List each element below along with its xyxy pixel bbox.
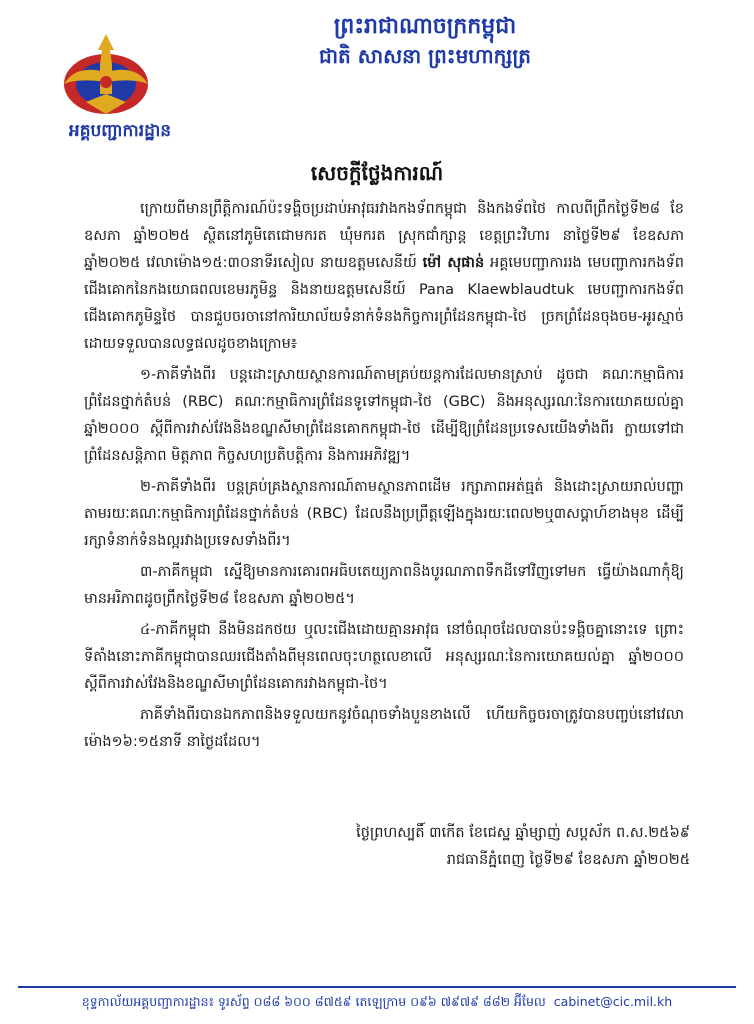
statement-body [84, 196, 684, 760]
footer-email-link[interactable]: cabinet@cic.mil.kh [553, 994, 673, 1009]
conclusion-paragraph: ភាគីទាំងពីរបានឯកភាពនិងទទួលយកនូវចំណុចទាំងបួនខាងលើ ហើយកិច្ចចរចាត្រូវបានបញ្ចប់នៅវេលាម៉ោង១៦:១៥នាទី នាថ្ងៃដដែល។ [84, 707, 684, 750]
point-1-paragraph: ១-ភាគីទាំងពីរ បន្តដោះស្រាយស្ថានការណ៍តាមគ្រប់យន្តការដែលមានស្រាប់ ដូចជា គណៈកម្មាធិការព្រំដែនថ្នាក់តំបន់ (RBC) គណៈកម្មាធិការព្រំដែនទូទៅកម្ពុជា-ថៃ (GBC) និងអនុស្សរណៈនៃការយោគយល់គ្នា ឆ្នាំ២០០០ ស្តីពីការវាស់វែងនិងខណ្ឌសីមាព្រំដែនគោកកម្ពុជា-ថៃ ដើម្បីឱ្យព្រំដែនប្រទេសយើងទាំងពីរ ក្លាយទៅជាព្រំដែនសន្តិភាព មិត្តភាព កិច្ចសហប្រតិបត្តិការ និងការអភិវឌ្ឍ។ [84, 367, 684, 464]
lunar-date: ថ្ងៃព្រហស្បតិ៍ ៣កើត ខែជេស្ឋ ឆ្នាំម្សាញ់ សប្តស័ក ព.ស.២៥៦៩ [356, 825, 690, 841]
army-emblem-icon [56, 28, 156, 120]
document-title: សេចក្តីថ្លែងការណ៍ [310, 161, 444, 185]
footer-contact [18, 994, 736, 1013]
kingdom-header [210, 12, 640, 70]
footer-divider [18, 986, 736, 988]
intro-paragraph [84, 196, 684, 358]
point-2-paragraph: ២-ភាគីទាំងពីរ បន្តគ្រប់គ្រងស្ថានការណ៍តាមស្ថានភាពដើម រក្សាភាពអត់ធ្មត់ និងដោះស្រាយរាល់បញ្ហាតាមរយៈគណៈកម្មាធិការព្រំដែនថ្នាក់តំបន់ (RBC) ដែលនឹងប្រព្រឹត្តឡើងក្នុងរយៈពេល២ឬ៣សប្តាហ៍ខាងមុខ ដើម្បីរក្សាទំនាក់ទំនងល្អរវាងប្រទេសទាំងពីរ។ [84, 479, 684, 549]
intro-text-before: ក្រោយពីមានព្រឹត្តិការណ៍ប៉ះទង្គិចប្រដាប់អាវុធរវាងកងទ័ពកម្ពុជា និងកងទ័ពថៃ កាលពីព្រឹកថ្ងៃទី២៨ ខែឧសភា ឆ្នាំ២០២៥ ស្ថិតនៅភូមិតេជោមករត ឃុំមករត ស្រុកជាំក្សាន្ត ខេត្តព្រះវិហារ នាថ្ងៃទី២៩ ខែឧសភា ឆ្នាំ២០២៥ វេលាម៉ោង១៥:៣០នាទីរសៀល នាយឧត្តមសេនីយ៍ [84, 201, 684, 271]
footer-contact-text: ខុទ្ទកាល័យអគ្គបញ្ជាការដ្ឋាន៖ ទូរស័ព្ទ ០៨៨ ៦០០ ៨៧៥៩ តេឡេក្រាម ០៩៦ ៧៩៧៩ ៨៨២ អ៊ីមែល [81, 994, 546, 1009]
kingdom-line: ព្រះរាជាណាចក្រកម្ពុជា [333, 14, 517, 39]
intro-text-after: អគ្គមេបញ្ជាការរង មេបញ្ជាការកងទ័ពជើងគោកនៃកងយោធពលខេមរភូមិន្ទ និងនាយឧត្តមសេនីយ៍ Pana Klaewblaudtuk មេបញ្ជាការកងទ័ពជើងគោកភូមិន្ទថៃ បានជួបចរចានៅការិយាល័យទំនាក់ទំនងកិច្ចការព្រំដែនកម្ពុជា-ថៃ ច្រកព្រំដែនចុងចម-អូរស្មាច់ ដោយទទួលបានលទ្ធផលដូចខាងក្រោម៖ [84, 255, 684, 352]
general-name: ម៉ៅ សុផាន់ [422, 255, 485, 271]
solar-date: រាជធានីភ្នំពេញ ថ្ងៃទី២៩ ខែឧសភា ឆ្នាំ២០២៥ [446, 852, 690, 868]
point-4-paragraph: ៤-ភាគីកម្ពុជា នឹងមិនដកថយ ឬលះជើងដោយគ្មានអាវុធ នៅចំណុចដែលបានប៉ះទង្គិចគ្នានោះទេ ព្រោះទីតាំងនោះភាគីកម្ពុជាបានឈរជើងតាំងពីមុនពេលចុះហត្ថលេខាលើ អនុស្សរណៈនៃការយោគយល់គ្នា ឆ្នាំ២០០០ ស្តីពីការវាស់វែងនិងខណ្ឌសីមាព្រំដែនគោករវាងកម្ពុជា-ថៃ។ [84, 622, 684, 692]
point-3-paragraph: ៣-ភាគីកម្ពុជា ស្នើឱ្យមានការគោរពអធិបតេយ្យភាពនិងបូរណភាពទឹកដីទៅវិញទៅមក ធ្វើយ៉ាងណាកុំឱ្យមានអរិភាពដូចព្រឹកថ្ងៃទី២៨ ខែឧសភា ឆ្នាំ២០២៥។ [84, 564, 684, 607]
motto-line: ជាតិ សាសនា ព្រះមហាក្សត្រ [319, 44, 531, 68]
signoff-dates [270, 820, 690, 874]
organization-name: អគ្គបញ្ជាការដ្ឋាន [68, 121, 172, 141]
